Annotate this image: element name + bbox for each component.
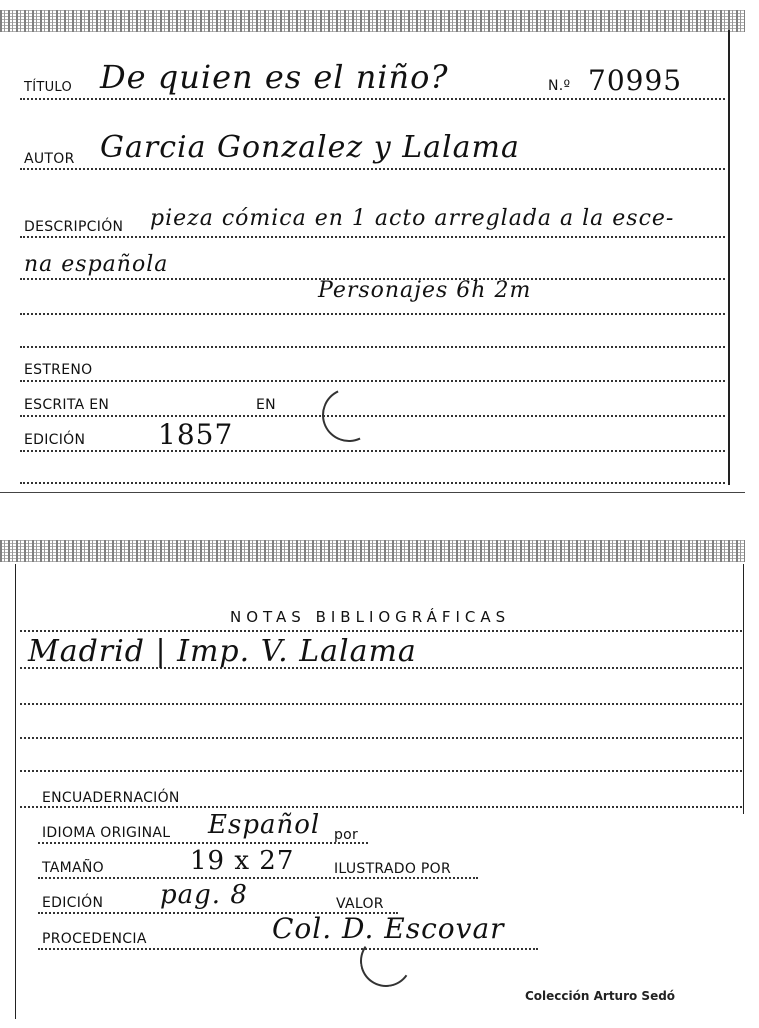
ruled-line: [20, 450, 725, 452]
ruled-line: [20, 313, 725, 315]
tamano-label: TAMAÑO: [42, 860, 104, 876]
card-bottom-border: [0, 492, 745, 493]
card-right-border: [728, 30, 730, 485]
ruled-line: [38, 877, 478, 879]
ruled-line: [20, 380, 725, 382]
encuadernacion-label: ENCUADERNACIÓN: [42, 790, 180, 806]
numero-value: 70995: [588, 64, 683, 97]
collection-footer: Colección Arturo Sedó: [525, 989, 676, 1003]
notas-value: Madrid | Imp. V. Lalama: [28, 634, 417, 669]
procedencia-label: PROCEDENCIA: [42, 931, 147, 947]
idioma-label: IDIOMA ORIGINAL: [42, 825, 171, 841]
descripcion-label: DESCRIPCIÓN: [24, 219, 124, 235]
edicion-label: EDICIÓN: [24, 432, 86, 448]
idioma-value: Español: [208, 810, 321, 840]
valor-label: VALOR: [336, 896, 384, 912]
notas-heading: NOTAS BIBLIOGRÁFICAS: [230, 608, 511, 626]
numero-label: N.º: [548, 78, 571, 94]
edicion-value: pag. 8: [160, 880, 248, 910]
ruled-line: [20, 168, 725, 170]
personajes-note: Personajes 6h 2m: [318, 278, 532, 303]
ruled-line: [20, 703, 742, 705]
ruled-line: [38, 948, 538, 950]
autor-label: AUTOR: [24, 151, 75, 167]
ruled-line: [20, 737, 742, 739]
ruled-line: [20, 236, 725, 238]
card-torn-edge: [0, 10, 745, 32]
ruled-line: [20, 482, 725, 484]
ruled-line: [20, 346, 725, 348]
ilustrado-label: ILUSTRADO POR: [334, 861, 451, 877]
stamp-mark: [314, 380, 383, 449]
ruled-line: [20, 630, 742, 632]
por-label: por: [334, 827, 359, 843]
autor-value: Garcia Gonzalez y Lalama: [100, 130, 520, 165]
card-torn-edge: [0, 540, 745, 562]
ruled-line: [20, 806, 742, 808]
catalog-card-front: [0, 0, 759, 495]
ruled-line: [20, 98, 725, 100]
tamano-value: 19 x 27: [190, 846, 295, 876]
procedencia-value: Col. D. Escovar: [272, 912, 505, 945]
escrita-label: ESCRITA EN: [24, 397, 110, 413]
ruled-line: [20, 770, 742, 772]
card-left-border: [15, 564, 16, 1019]
estreno-label: ESTRENO: [24, 362, 93, 378]
titulo-label: TÍTULO: [24, 80, 73, 95]
ruled-line: [38, 842, 368, 844]
en-label: EN: [256, 397, 276, 413]
card-right-border: [743, 564, 744, 814]
descripcion-line2: na española: [24, 252, 169, 277]
edicion-value: 1857: [158, 418, 234, 451]
edicion-label: EDICIÓN: [42, 895, 104, 911]
titulo-value: De quien es el niño?: [100, 58, 449, 96]
descripcion-line1: pieza cómica en 1 acto arreglada a la esce-: [150, 206, 675, 231]
catalog-card-back: [0, 540, 759, 1028]
